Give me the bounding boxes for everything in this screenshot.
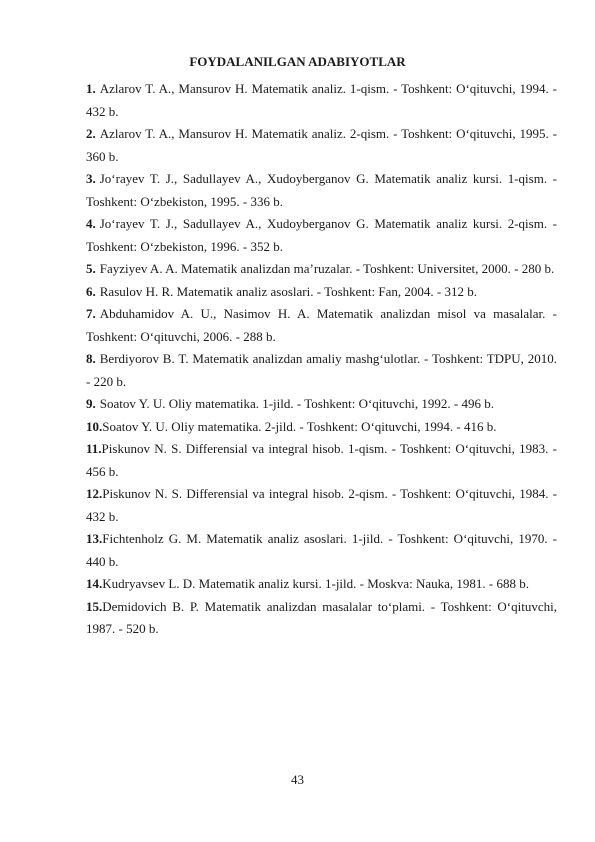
reference-item xyxy=(86,168,557,213)
reference-item xyxy=(86,416,557,439)
reference-item xyxy=(86,123,557,168)
reference-number: 11. xyxy=(86,441,102,456)
reference-text: Piskunov N. S. Differensial va integral hisob. 1-qism. - Toshkent: O‘qituvchi, 1983. - 456 b. xyxy=(86,441,557,479)
reference-text: Azlarov T. A., Mansurov H. Matematik analiz. 1-qism. - Toshkent: O‘qituvchi, 1994. - 432 b. xyxy=(86,81,557,119)
reference-item xyxy=(86,483,557,528)
reference-text: Soatov Y. U. Oliy matematika. 1-jild. - Toshkent: O‘qituvchi, 1992. - 496 b. xyxy=(99,396,494,411)
reference-item xyxy=(86,528,557,573)
reference-item xyxy=(86,258,557,281)
reference-number: 6. xyxy=(86,283,96,299)
reference-number: 10. xyxy=(86,418,103,434)
reference-text: Berdiyorov B. T. Matematik analizdan amaliy mashg‘ulotlar. - Toshkent: TDPU, 2010. - 220 b. xyxy=(86,351,557,389)
reference-number: 8. xyxy=(86,351,96,366)
reference-item xyxy=(86,348,557,393)
reference-item xyxy=(86,438,557,483)
reference-number: 2. xyxy=(86,126,96,141)
reference-text: Demidovich B. P. Matematik analizdan masalalar to‘plami. - Toshkent: O‘qituvchi, 1987. - 520 b. xyxy=(86,598,557,636)
reference-number: 5. xyxy=(86,261,96,276)
reference-list xyxy=(86,78,557,641)
reference-item xyxy=(86,393,557,416)
reference-item xyxy=(86,78,557,123)
reference-text: Soatov Y. U. Oliy matematika. 2-jild. - Toshkent: O‘qituvchi, 1994. - 416 b. xyxy=(102,418,497,434)
reference-number: 3. xyxy=(86,171,96,186)
reference-text: Fayziyev A. A. Matematik analizdan ma’ruzalar. - Toshkent: Universitet, 2000. - 280 b. xyxy=(99,261,555,276)
reference-item xyxy=(86,573,557,596)
reference-number: 12. xyxy=(86,486,103,501)
reference-number: 9. xyxy=(86,396,96,411)
reference-text: Fichtenholz G. M. Matematik analiz asoslari. 1-jild. - Toshkent: O‘qituvchi, 1970. - 440 b. xyxy=(86,531,557,569)
page-title: FOYDALANILGAN ADABIYOTLAR xyxy=(189,54,406,69)
reference-item xyxy=(86,303,557,348)
reference-text: Kudryavsev L. D. Matematik analiz kursi. 1-jild. - Moskva: Nauka, 1981. - 688 b. xyxy=(102,576,529,591)
reference-text: Rasulov H. R. Matematik analiz asoslari. - Toshkent: Fan, 2004. - 312 b. xyxy=(99,283,477,299)
reference-text: Jo‘rayev T. J., Sadullayev A., Xudoyberganov G. Matematik analiz kursi. 1-qism. - Toshkent: O‘zbekiston, 1995. - 336 b. xyxy=(86,171,557,209)
reference-text: Piskunov N. S. Differensial va integral hisob. 2-qism. - Toshkent: O‘qituvchi, 1984. - 432 b. xyxy=(86,486,557,524)
reference-text: Jo‘rayev T. J., Sadullayev A., Xudoyberganov G. Matematik analiz kursi. 2-qism. - Toshkent: O‘zbekiston, 1996. - 352 b. xyxy=(86,216,557,254)
reference-number: 13. xyxy=(86,531,103,546)
reference-text: Azlarov T. A., Mansurov H. Matematik analiz. 2-qism. - Toshkent: O‘qituvchi, 1995. - 360 b. xyxy=(86,126,557,164)
reference-number: 4. xyxy=(86,216,96,231)
reference-number: 1. xyxy=(86,81,96,96)
reference-number: 7. xyxy=(86,306,96,321)
reference-text: Abduhamidov A. U., Nasimov H. A. Matematik analizdan misol va masalalar. - Toshkent: O‘qituvchi, 2006. - 288 b. xyxy=(86,306,557,344)
reference-item xyxy=(86,213,557,258)
page-number: 43 xyxy=(291,772,304,787)
reference-item xyxy=(86,596,557,641)
reference-number: 14. xyxy=(86,576,103,591)
reference-number: 15. xyxy=(86,598,103,614)
reference-item xyxy=(86,281,557,304)
